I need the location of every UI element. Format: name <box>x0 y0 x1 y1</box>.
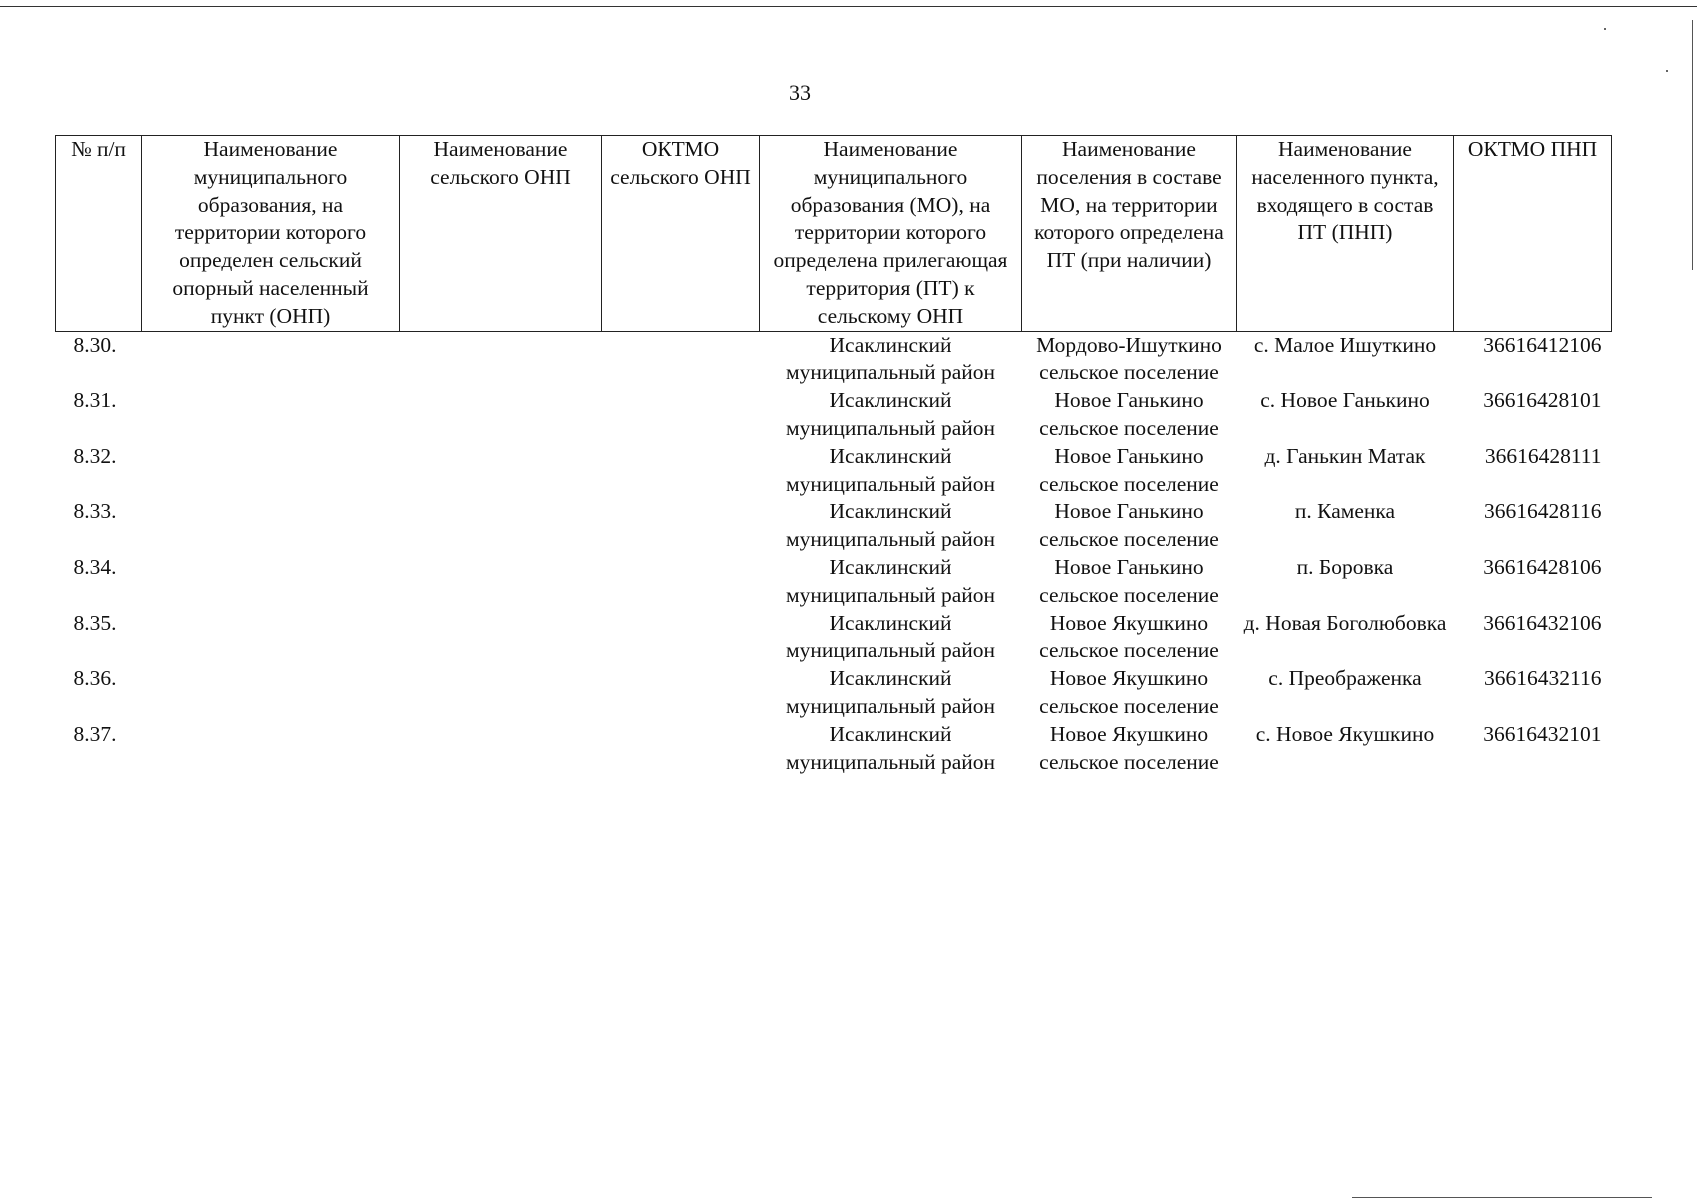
page-number: 33 <box>789 80 811 105</box>
cell-pnp-oktmo: 36616428111 <box>1484 443 1602 468</box>
cell-mo-onp <box>142 554 400 610</box>
cell-settlement: Новое Якушкино сельское поселение <box>1039 666 1219 718</box>
header-pnp-oktmo: ОКТМО ПНП <box>1454 136 1612 332</box>
cell-pnp-oktmo: 36616412106 <box>1483 332 1602 357</box>
cell-settlement: Новое Якушкино сельское поселение <box>1039 721 1219 774</box>
cell-settlement: Новое Якушкино сельское поселение <box>1039 610 1219 663</box>
cell-mo-pt: Исаклинский муниципальный район <box>785 443 996 496</box>
cell-settlement: Новое Ганькино сельское поселение <box>1039 499 1219 552</box>
cell-mo-pt: Исаклинский муниципальный район <box>785 721 996 774</box>
cell-onp-name <box>400 554 602 610</box>
table-row <box>56 443 1612 499</box>
cell-mo-pt: Исаклинский муниципальный район <box>785 610 996 663</box>
cell-settlement: Новое Ганькино сельское поселение <box>1039 554 1219 607</box>
cell-onp-name <box>400 610 602 666</box>
cell-onp-name <box>400 498 602 554</box>
cell-num: 8.33. <box>73 499 117 524</box>
scan-speck <box>1666 70 1668 72</box>
header-row <box>56 136 1612 332</box>
cell-mo-onp <box>142 331 400 387</box>
cell-mo-onp <box>142 387 400 443</box>
cell-onp-oktmo <box>602 554 760 610</box>
header-onp-oktmo: ОКТМО сельского ОНП <box>602 136 760 332</box>
cell-onp-oktmo <box>602 665 760 721</box>
cell-settlement: Новое Ганькино сельское поселение <box>1039 443 1219 496</box>
cell-pnp-name: с. Новое Якушкино <box>1255 721 1435 746</box>
cell-num: 8.31. <box>73 388 117 413</box>
cell-pnp-oktmo: 36616428101 <box>1483 388 1602 413</box>
cell-num: 8.37. <box>73 721 117 746</box>
scan-edge-right <box>1692 20 1693 270</box>
table-row <box>56 331 1612 387</box>
table-header <box>56 136 1612 332</box>
table-row <box>56 498 1612 554</box>
cell-onp-oktmo <box>602 443 760 499</box>
cell-settlement: Новое Ганькино сельское поселение <box>1039 388 1219 440</box>
cell-num: 8.35. <box>73 610 117 635</box>
cell-pnp-name: п. Каменка <box>1294 499 1396 524</box>
cell-onp-oktmo <box>602 610 760 666</box>
cell-pnp-oktmo: 36616432116 <box>1484 666 1602 691</box>
table-body <box>56 331 1612 776</box>
header-mo-pt: Наименование муниципального образования (МО), на территории которого определена прилегающая территория (ПТ) к сельскому ОНП <box>760 136 1022 332</box>
cell-mo-onp <box>142 665 400 721</box>
cell-mo-onp <box>142 610 400 666</box>
cell-onp-name <box>400 665 602 721</box>
cell-mo-onp <box>142 498 400 554</box>
cell-pnp-name: с. Новое Ганькино <box>1260 388 1430 413</box>
table-row <box>56 387 1612 443</box>
cell-onp-oktmo <box>602 721 760 777</box>
cell-onp-oktmo <box>602 387 760 443</box>
register-table <box>55 135 1612 776</box>
cell-onp-oktmo <box>602 331 760 387</box>
cell-num: 8.30. <box>73 332 117 357</box>
cell-pnp-oktmo: 36616432101 <box>1483 721 1602 746</box>
cell-onp-name <box>400 387 602 443</box>
table-row <box>56 610 1612 666</box>
header-mo-onp: Наименование муниципального образования, на территории которого определен сельский опорный населенный пункт (ОНП) <box>142 136 400 332</box>
cell-mo-pt: Исаклинский муниципальный район <box>785 388 996 440</box>
cell-pnp-name: д. Новая Боголюбовка <box>1243 610 1447 635</box>
cell-mo-onp <box>142 443 400 499</box>
cell-mo-pt: Исаклинский муниципальный район <box>785 554 996 607</box>
cell-onp-name <box>400 443 602 499</box>
table-row <box>56 665 1612 721</box>
cell-mo-pt: Исаклинский муниципальный район <box>785 499 996 552</box>
header-settlement: Наименование поселения в составе МО, на территории которого определена ПТ (при наличии) <box>1022 136 1237 332</box>
cell-num: 8.32. <box>73 443 117 468</box>
cell-pnp-oktmo: 36616432106 <box>1483 610 1602 635</box>
table-row <box>56 554 1612 610</box>
cell-mo-onp <box>142 721 400 777</box>
cell-settlement: Мордово-Ишуткино сельское поселение <box>1036 332 1222 385</box>
cell-num: 8.34. <box>73 554 117 579</box>
table-row <box>56 721 1612 777</box>
cell-pnp-name: п. Боровка <box>1296 554 1394 579</box>
cell-pnp-name: д. Ганькин Матак <box>1264 443 1426 468</box>
scan-edge-bottom <box>1352 1197 1652 1198</box>
header-num: № п/п <box>56 136 142 332</box>
cell-onp-oktmo <box>602 498 760 554</box>
cell-mo-pt: Исаклинский муниципальный район <box>785 666 996 718</box>
cell-onp-name <box>400 331 602 387</box>
cell-num: 8.36. <box>73 666 117 691</box>
scan-edge-top <box>0 6 1697 7</box>
cell-pnp-oktmo: 36616428116 <box>1484 499 1602 524</box>
header-onp-name: Наименование сельского ОНП <box>400 136 602 332</box>
cell-onp-name <box>400 721 602 777</box>
scan-speck <box>1604 28 1606 30</box>
cell-pnp-oktmo: 36616428106 <box>1483 554 1602 579</box>
cell-pnp-name: с. Малое Ишуткино <box>1253 332 1437 357</box>
cell-pnp-name: с. Преображенка <box>1268 666 1422 691</box>
cell-mo-pt: Исаклинский муниципальный район <box>785 332 996 385</box>
header-pnp-name: Наименование населенного пункта, входящего в состав ПТ (ПНП) <box>1237 136 1454 332</box>
